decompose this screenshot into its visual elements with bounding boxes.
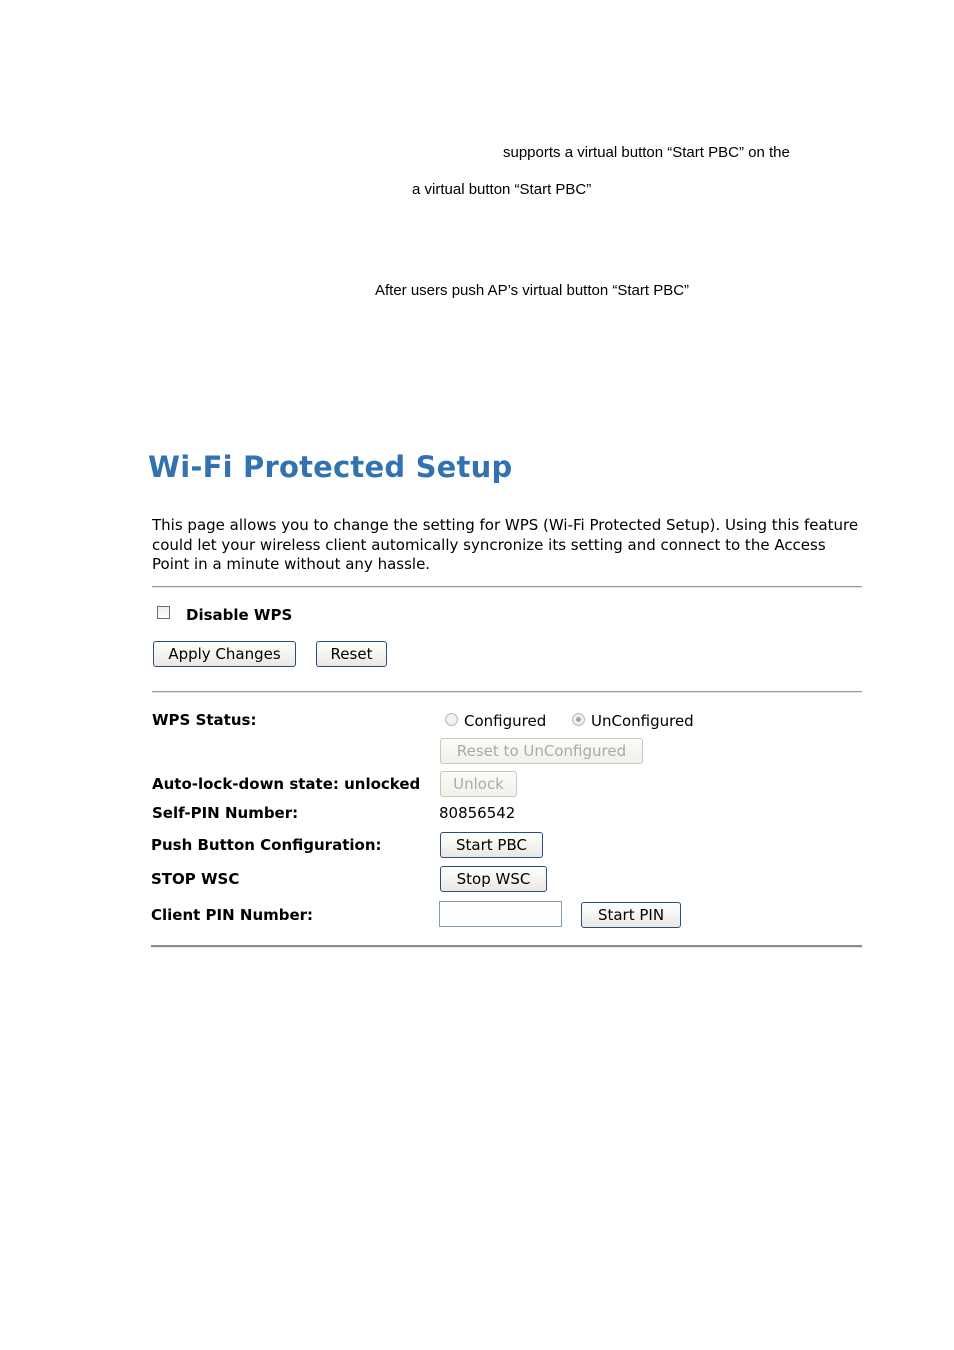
client-pin-input[interactable] [439, 901, 562, 927]
doc-text-line-3: After users push AP’s virtual button “Start PBC” [375, 282, 690, 299]
reset-to-unconfigured-button[interactable]: Reset to UnConfigured [440, 738, 643, 764]
self-pin-value: 80856542 [439, 804, 516, 822]
reset-button[interactable]: Reset [316, 641, 387, 667]
configured-radio-label: Configured [464, 712, 547, 730]
page-description: This page allows you to change the setting for WPS (Wi-Fi Protected Setup). Using this feature could let your wireless client automically syncronize its setting and connect to the Access Point in a minute without any hassle. [152, 516, 859, 573]
stop-wsc-button[interactable]: Stop WSC [440, 866, 547, 892]
push-button-configuration-label: Push Button Configuration: [151, 836, 382, 854]
stop-wsc-label: STOP WSC [151, 870, 240, 888]
doc-text-line-1: supports a virtual button “Start PBC” on the [503, 144, 790, 161]
start-pbc-button[interactable]: Start PBC [440, 832, 543, 858]
radio-selected-dot [576, 717, 581, 722]
self-pin-label: Self-PIN Number: [152, 804, 299, 822]
divider-middle [152, 691, 862, 693]
client-pin-label: Client PIN Number: [151, 906, 314, 924]
apply-changes-button[interactable]: Apply Changes [153, 641, 296, 667]
configured-radio[interactable] [445, 713, 458, 726]
disable-wps-checkbox[interactable] [157, 606, 170, 619]
unlock-button[interactable]: Unlock [440, 771, 517, 797]
disable-wps-label: Disable WPS [186, 606, 293, 624]
unconfigured-radio-label: UnConfigured [591, 712, 694, 730]
page-title: Wi-Fi Protected Setup [148, 450, 513, 484]
auto-lock-down-state-label: Auto-lock-down state: unlocked [152, 775, 421, 793]
divider-bottom [151, 945, 862, 948]
divider-top [152, 586, 862, 588]
wps-status-label: WPS Status: [152, 711, 257, 729]
start-pin-button[interactable]: Start PIN [581, 902, 681, 928]
unconfigured-radio[interactable] [572, 713, 585, 726]
doc-text-line-2: a virtual button “Start PBC” [412, 181, 592, 198]
